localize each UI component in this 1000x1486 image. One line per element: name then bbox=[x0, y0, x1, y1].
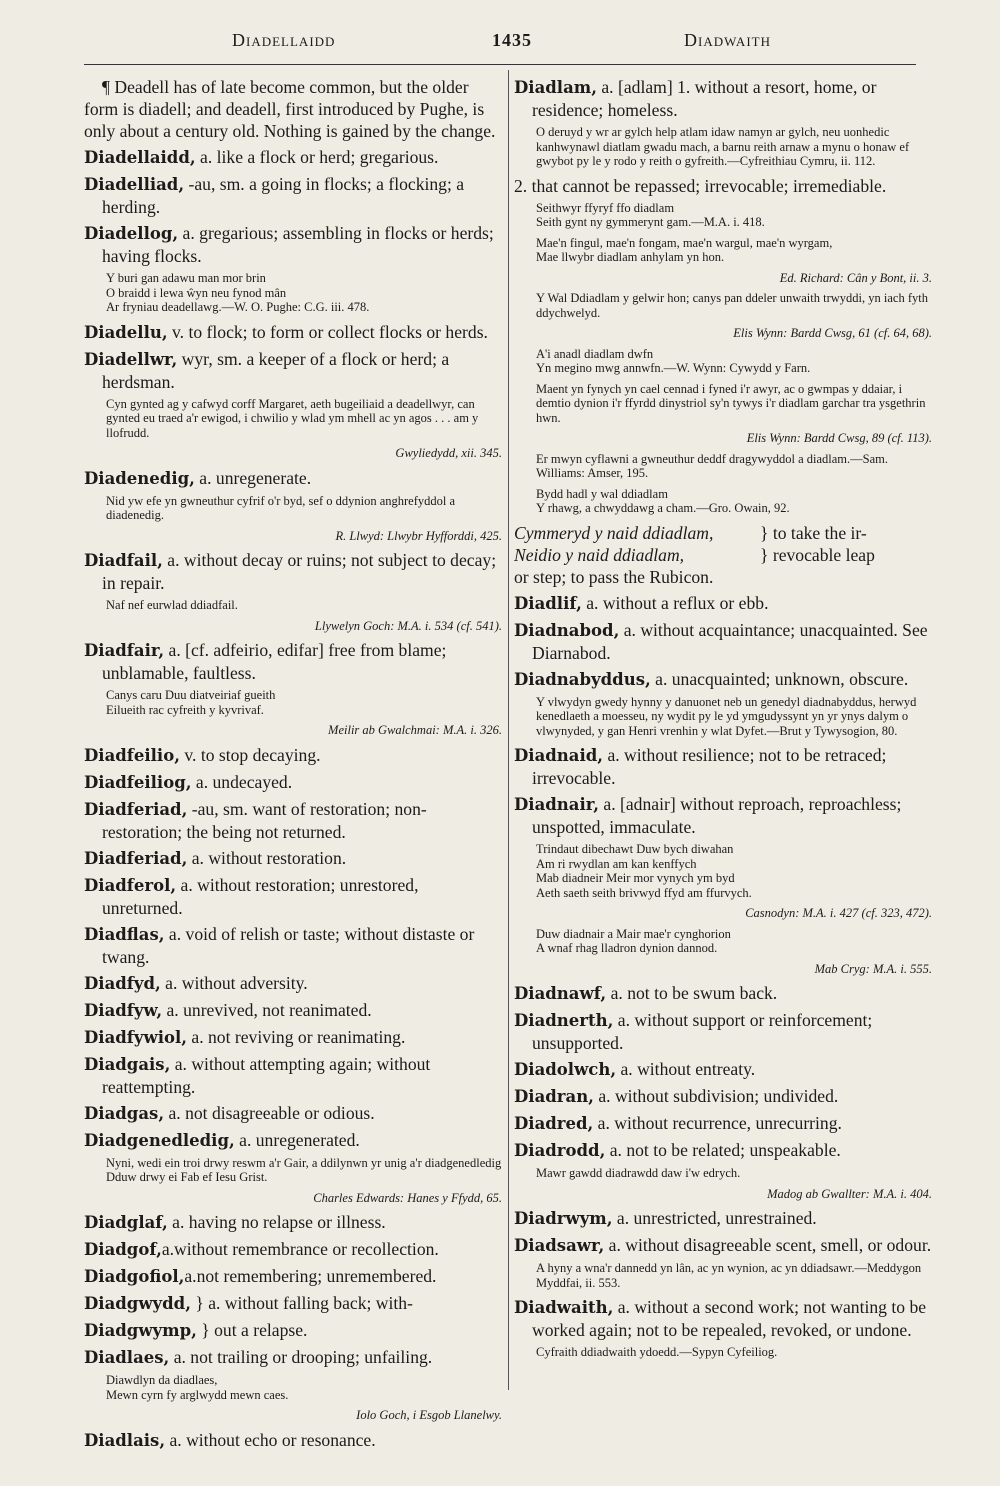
definition: a. without resilience; not to be retraced; irrevocable. bbox=[532, 745, 887, 788]
headword: Diadnabyddus, bbox=[514, 669, 651, 689]
dictionary-entry bbox=[514, 1058, 932, 1081]
definition: a. undecayed. bbox=[191, 771, 293, 792]
dictionary-entry bbox=[84, 1292, 502, 1315]
headword: Diadgais, bbox=[84, 1054, 171, 1074]
definition: a. without adversity. bbox=[160, 972, 308, 993]
idiom-row bbox=[514, 522, 932, 544]
definition: a. having no relapse or illness. bbox=[167, 1212, 386, 1232]
definition: a. gregarious; assembling in flocks or herds; having flocks. bbox=[102, 223, 494, 266]
quotation bbox=[514, 452, 932, 481]
citation-source: Gwyliedydd, xii. 345. bbox=[395, 446, 502, 460]
definition: a. without recurrence, unrecurring. bbox=[593, 1113, 842, 1133]
dictionary-entry bbox=[84, 1429, 502, 1452]
quotation-line: Mae llwybr diadlam anhylam yn hon. bbox=[536, 250, 725, 264]
dictionary-entry bbox=[514, 1139, 932, 1162]
headword: Diadgas, bbox=[84, 1103, 165, 1123]
idiom-gloss: } revocable leap bbox=[760, 544, 875, 565]
quotation bbox=[514, 1166, 932, 1181]
citation-source: R. Llwyd: Llwybr Hyfforddi, 425. bbox=[335, 528, 502, 543]
citation-source: Elis Wynn: Bardd Cwsg, 89 (cf. 113). bbox=[746, 431, 932, 445]
header-left-guideword: Diadellaidd bbox=[232, 30, 336, 50]
quotation-line: Am ri rwydlan am kan kenffych bbox=[536, 856, 697, 871]
dictionary-entry bbox=[84, 744, 502, 767]
definition: a. [adlam] 1. without a resort, home, or residence; homeless. bbox=[532, 77, 877, 120]
dictionary-entry bbox=[84, 1102, 502, 1125]
citation-source: Casnodyn: M.A. i. 427 (cf. 323, 472). bbox=[745, 906, 932, 920]
quotation bbox=[84, 1373, 502, 1402]
definition: a. without restoration; unrestored, unreturned. bbox=[102, 874, 419, 918]
headword: Diadlam, bbox=[514, 78, 597, 97]
definition: a. without entreaty. bbox=[616, 1059, 756, 1079]
quotation-line: Trindaut dibechawt Duw bych diwahan bbox=[536, 842, 734, 856]
headword: Diadolwch, bbox=[514, 1060, 617, 1079]
headword: Diadferol, bbox=[84, 875, 177, 895]
dictionary-entry bbox=[84, 321, 502, 344]
quotation-line: Nid yw efe yn gwneuthur cyfrif o'r byd, sef o ddynion anghrefyddol a diadenedig. bbox=[106, 493, 456, 522]
quotation bbox=[514, 125, 932, 169]
dictionary-entry bbox=[84, 1026, 502, 1049]
dictionary-entry bbox=[84, 999, 502, 1022]
quotation-line: Mewn cyrn fy arglwydd mewn caes. bbox=[106, 1387, 289, 1402]
quotation bbox=[514, 695, 932, 739]
definition: 2. that cannot be repassed; irrevocable; irremediable. bbox=[514, 175, 887, 196]
quotation-line: O deruyd y wr ar gylch help atlam idaw namyn ar gylch, neu uonhedic kanhwynawl diatlam gwadu mach, a barnu reith arnaw a mynu o honaw ef gwybot py le y rodo y reith o gyfreith.—Cyfreithiau Cymru, ii. 112. bbox=[536, 125, 910, 168]
definition: a. without attempting again; without reattempting. bbox=[102, 1053, 431, 1097]
headword: Diadnerth, bbox=[514, 1011, 614, 1030]
quotation-line: Y rhawg, a chwyddawg a cham.—Gro. Owain, 92. bbox=[536, 501, 790, 515]
definition: a. unacquainted; unknown, obscure. bbox=[650, 668, 909, 689]
quotation-line: Maent yn fynych yn cael cennad i fyned i'r awyr, ac o gwmpas y ddaiar, i demtio dynion i'r ffyrdd dinystriol sy'n tywys i'r diadlam garchar tra ysgethrin hwn. bbox=[536, 381, 926, 425]
headword: Diadelliad, bbox=[84, 175, 185, 194]
definition: v. to flock; to form or collect flocks or herds. bbox=[167, 321, 488, 342]
headword: Diadred, bbox=[514, 1114, 594, 1133]
quotation bbox=[514, 1345, 932, 1360]
definition: a. not to be related; unspeakable. bbox=[605, 1140, 841, 1160]
citation-source: Mab Cryg: M.A. i. 555. bbox=[814, 961, 932, 976]
definition: a. without support or reinforcement; unsupported. bbox=[532, 1010, 873, 1053]
definition: -au, sm. a going in flocks; a flocking; a herding. bbox=[102, 174, 465, 217]
citation-source: Meilir ab Gwalchmai: M.A. i. 326. bbox=[328, 723, 502, 737]
definition: a. without disagreeable scent, smell, or odour. bbox=[604, 1235, 932, 1255]
quotation-line: Seith gynt ny gymmerynt gam.—M.A. i. 418. bbox=[536, 215, 765, 229]
quotation-line: A'i anadl diadlam dwfn bbox=[536, 346, 654, 361]
quotation-line: A wnaf rhag lladron dynion dannod. bbox=[536, 941, 718, 955]
definition: a. not trailing or drooping; unfailing. bbox=[169, 1347, 433, 1367]
headword: Diadlais, bbox=[84, 1430, 166, 1450]
dictionary-entry bbox=[514, 619, 932, 664]
definition: a.without remembrance or recollection. bbox=[161, 1239, 439, 1259]
quotation bbox=[514, 487, 932, 516]
dictionary-entry bbox=[514, 744, 932, 789]
idiom-phrase: Neidio y naid ddiadlam, bbox=[514, 544, 685, 565]
dictionary-entry bbox=[514, 1009, 932, 1054]
quotation-line: Aeth saeth seith brivwyd ffyd am ffurvych. bbox=[536, 885, 752, 900]
quotation bbox=[84, 688, 502, 717]
page-number: 1435 bbox=[492, 30, 532, 50]
dictionary-entry bbox=[514, 76, 932, 121]
dictionary-entry bbox=[514, 793, 932, 838]
idiom-gloss: } to take the ir- bbox=[760, 522, 867, 543]
headword: Diadgofiol, bbox=[84, 1267, 185, 1286]
quotation bbox=[514, 1261, 932, 1290]
dictionary-entry bbox=[84, 972, 502, 995]
definition: a. not disagreeable or odious. bbox=[164, 1102, 375, 1123]
quotation bbox=[84, 494, 502, 523]
headword: Diadnair, bbox=[514, 795, 599, 814]
dictionary-entry bbox=[84, 1319, 502, 1342]
definition: } a. without falling back; with- bbox=[190, 1293, 413, 1313]
idiom-row bbox=[514, 544, 932, 566]
definition: a. without acquaintance; unacquainted. See Diarnabod. bbox=[532, 619, 928, 663]
definition: a. like a flock or herd; gregarious. bbox=[195, 147, 439, 167]
quotation-line: Naf nef eurwlad ddiadfail. bbox=[106, 598, 238, 612]
definition: v. to stop decaying. bbox=[179, 744, 321, 765]
dictionary-entry bbox=[514, 1207, 932, 1230]
definition: a. not reviving or reanimating. bbox=[186, 1026, 406, 1047]
quotation bbox=[514, 927, 932, 956]
citation-source: Madog ab Gwallter: M.A. i. 404. bbox=[767, 1186, 932, 1201]
column-divider bbox=[508, 70, 509, 1390]
dictionary-entry bbox=[84, 874, 502, 919]
dictionary-entry bbox=[84, 173, 502, 218]
quotation bbox=[84, 598, 502, 613]
headword: Diadellaidd, bbox=[84, 148, 196, 167]
headword: Diadnabod, bbox=[514, 620, 620, 640]
definition: a. without decay or ruins; not subject to decay; in repair. bbox=[102, 550, 497, 593]
definition: a. unrestricted, unrestrained. bbox=[612, 1208, 817, 1228]
headword: Diadlif, bbox=[514, 593, 582, 613]
left-column bbox=[84, 76, 502, 1456]
quotation-line: Cyn gynted ag y cafwyd corff Margaret, aeth bugeiliaid a deadellwyr, can gynted eu traed a'r ewigod, i chwilio y wlad ym mhell ac yn agos . . . am y llofrudd. bbox=[106, 396, 479, 440]
citation-source: Charles Edwards: Hanes y Ffydd, 65. bbox=[313, 1190, 502, 1205]
idiom-phrase: Cymmeryd y naid ddiadlam, bbox=[514, 522, 714, 543]
definition: a. without a reflux or ebb. bbox=[581, 592, 769, 613]
definition: a. void of relish or taste; without distaste or twang. bbox=[102, 923, 475, 967]
definition: -au, sm. want of restoration; non-restoration; the being not returned. bbox=[102, 798, 427, 842]
quotation bbox=[84, 397, 502, 441]
headword: Diadellwr, bbox=[84, 349, 178, 369]
dictionary-entry bbox=[514, 982, 932, 1005]
citation-source: Llywelyn Goch: M.A. i. 534 (cf. 541). bbox=[314, 618, 502, 633]
headword: Diadnaid, bbox=[514, 746, 604, 765]
definition: a.not remembering; unremembered. bbox=[184, 1266, 437, 1286]
quotation-line: Cyfraith ddiadwaith ydoedd.—Sypyn Cyfeiliog. bbox=[536, 1345, 778, 1359]
headword: Diadellog, bbox=[84, 224, 179, 243]
quotation-line: Eilueith rac cyfreith y kyvrivaf. bbox=[106, 702, 264, 717]
headword: Diadfail, bbox=[84, 551, 163, 570]
definition: a. without a second work; not wanting to be worked again; not to be repealed, revoked, or undone. bbox=[532, 1297, 927, 1340]
headword: Diadnawf, bbox=[514, 984, 607, 1003]
dictionary-entry bbox=[84, 923, 502, 968]
definition: } out a relapse. bbox=[196, 1320, 308, 1340]
dictionary-entry bbox=[514, 1296, 932, 1341]
dictionary-entry bbox=[514, 175, 932, 197]
headword: Diadgenedledig, bbox=[84, 1130, 235, 1150]
dictionary-entry bbox=[84, 771, 502, 794]
dictionary-entry bbox=[84, 467, 502, 490]
dictionary-entry bbox=[84, 847, 502, 870]
headword: Diadran, bbox=[514, 1087, 594, 1106]
headword: Diadrwym, bbox=[514, 1209, 613, 1228]
quotation-line: Mawr gawdd diadrawdd daw i'w edrych. bbox=[536, 1166, 741, 1180]
idiom-entry bbox=[514, 522, 932, 588]
dictionary-entry bbox=[514, 1112, 932, 1135]
citation-source: Iolo Goch, i Esgob Llanelwy. bbox=[356, 1408, 502, 1422]
quotation-line: Ar fryniau deadellawg.—W. O. Pughe: C.G. iii. 478. bbox=[106, 300, 370, 314]
quotation-line: Yn megino mwg annwfn.—W. Wynn: Cywydd y Farn. bbox=[536, 361, 811, 375]
dictionary-entry bbox=[84, 146, 502, 169]
headword: Diadfeilio, bbox=[84, 745, 180, 765]
headword: Diadfyw, bbox=[84, 1000, 163, 1020]
quotation bbox=[514, 382, 932, 426]
quotation-line: Nyni, wedi ein troi drwy reswm a'r Gair, a ddilynwn yr unig a'r diadgenedledig Dduw drwy ei Fab ef Iesu Grist. bbox=[106, 1155, 502, 1184]
dictionary-entry bbox=[84, 1346, 502, 1369]
dictionary-entry bbox=[84, 1238, 502, 1261]
definition: a. not to be swum back. bbox=[606, 983, 778, 1003]
quotation bbox=[514, 236, 932, 265]
definition: a. without echo or resonance. bbox=[165, 1429, 376, 1450]
definition: a. [cf. adfeirio, edifar] free from blame; unblamable, faultless. bbox=[102, 640, 447, 683]
quotation-line: Y buri gan adawu man mor brin bbox=[106, 271, 266, 285]
headword: Diadfeiliog, bbox=[84, 772, 192, 792]
dictionary-entry bbox=[84, 348, 502, 393]
dictionary-entry bbox=[514, 1234, 932, 1257]
headword: Diadsawr, bbox=[514, 1236, 605, 1255]
dictionary-entry bbox=[84, 1211, 502, 1234]
definition: wyr, sm. a keeper of a flock or herd; a herdsman. bbox=[102, 348, 450, 392]
headword: Diadfair, bbox=[84, 641, 165, 660]
dictionary-entry bbox=[84, 222, 502, 267]
citation-source: Ed. Richard: Cân y Bont, ii. 3. bbox=[779, 270, 932, 285]
quotation-line: Seithwyr ffyryf ffo diadlam bbox=[536, 200, 675, 215]
headword: Diadgof, bbox=[84, 1240, 162, 1259]
headword: Diadrodd, bbox=[514, 1141, 606, 1160]
quotation bbox=[84, 271, 502, 315]
headword: Diadenedig, bbox=[84, 468, 195, 488]
quotation-line: Er mwyn cyflawni a gwneuthur deddf dragywyddol a diadlam.—Sam. Williams: Amser, 195. bbox=[536, 451, 888, 480]
quotation bbox=[514, 291, 932, 320]
headword: Diadfywiol, bbox=[84, 1027, 187, 1047]
quotation-line: Y Wal Ddiadlam y gelwir hon; canys pan ddeler unwaith trwyddi, yn iach fyth ddychwelyd. bbox=[536, 291, 928, 320]
quotation-line: Duw diadnair a Mair mae'r cynghorion bbox=[536, 926, 731, 941]
headword: Diadgwydd, bbox=[84, 1294, 191, 1313]
header-rule bbox=[84, 64, 916, 65]
dictionary-entry bbox=[514, 592, 932, 615]
quotation-line: Diawdlyn da diadlaes, bbox=[106, 1373, 218, 1387]
idiom-gloss-tail: or step; to pass the Rubicon. bbox=[514, 566, 714, 587]
definition: a. [adnair] without reproach, reproachless; unspotted, immaculate. bbox=[532, 794, 902, 837]
definition: a. without subdivision; undivided. bbox=[593, 1086, 839, 1106]
headword: Diadellu, bbox=[84, 322, 168, 342]
quotation-line: Bydd hadl y wal ddiadlam bbox=[536, 486, 668, 501]
dictionary-entry bbox=[84, 1053, 502, 1098]
headword: Diadfyd, bbox=[84, 973, 161, 993]
quotation bbox=[514, 842, 932, 900]
headword: Diadgwymp, bbox=[84, 1321, 197, 1340]
headword: Diadflas, bbox=[84, 924, 165, 944]
header-right-guideword: Diadwaith bbox=[684, 30, 771, 50]
right-column bbox=[514, 76, 932, 1366]
quotation-line: A hyny a wna'r dannedd yn lân, ac yn wynion, ac yn ddiadsawr.—Meddygon Myddfai, ii. 553. bbox=[536, 1261, 922, 1290]
definition: a. unregenerated. bbox=[234, 1129, 360, 1150]
dictionary-entry bbox=[84, 1265, 502, 1288]
headword: Diadglaf, bbox=[84, 1213, 168, 1232]
citation-source: Elis Wynn: Bardd Cwsg, 61 (cf. 64, 68). bbox=[733, 326, 932, 340]
dictionary-entry bbox=[514, 668, 932, 691]
dictionary-entry bbox=[84, 549, 502, 594]
quotation bbox=[514, 201, 932, 230]
dictionary-entry bbox=[84, 639, 502, 684]
quotation bbox=[84, 1156, 502, 1185]
definition: a. unrevived, not reanimated. bbox=[162, 999, 372, 1020]
quotation-line: Mab diadneir Meir mor vynych ym byd bbox=[536, 871, 735, 885]
usage-note: ¶ Deadell has of late become common, but the older form is diadell; and deadell, first introduced by Pughe, is only about a century old. Nothing is gained by the change. bbox=[84, 77, 496, 141]
headword: Diadferiad, bbox=[84, 799, 188, 819]
dictionary-entry bbox=[514, 1085, 932, 1108]
definition: a. without restoration. bbox=[187, 847, 347, 868]
quotation-line: Y vlwydyn gwedy hynny y danuonet neb un genedyl diadnabyddus, herwyd kenedlaeth a moesseu, ny wydit py le yd ymgudyssynt yn yr ynys dalym o vlwynyded, y gan Henri vrenhin y wlat Dyfet.—Brut y Tywysogion, 80. bbox=[536, 694, 917, 738]
quotation bbox=[514, 347, 932, 376]
dictionary-entry bbox=[84, 1129, 502, 1152]
quotation-line: Canys caru Duu diatveiriaf gueith bbox=[106, 688, 276, 702]
headword: Diadferiad, bbox=[84, 848, 188, 868]
headword: Diadlaes, bbox=[84, 1348, 170, 1367]
running-header bbox=[84, 30, 916, 60]
quotation-line: Mae'n fingul, mae'n fongam, mae'n wargul, mae'n wyrgam, bbox=[536, 235, 833, 250]
headword: Diadwaith, bbox=[514, 1298, 614, 1317]
quotation-line: O braidd i lewa ŵyn neu fynod mân bbox=[106, 285, 287, 300]
definition: a. unregenerate. bbox=[194, 467, 312, 488]
dictionary-entry bbox=[84, 798, 502, 843]
